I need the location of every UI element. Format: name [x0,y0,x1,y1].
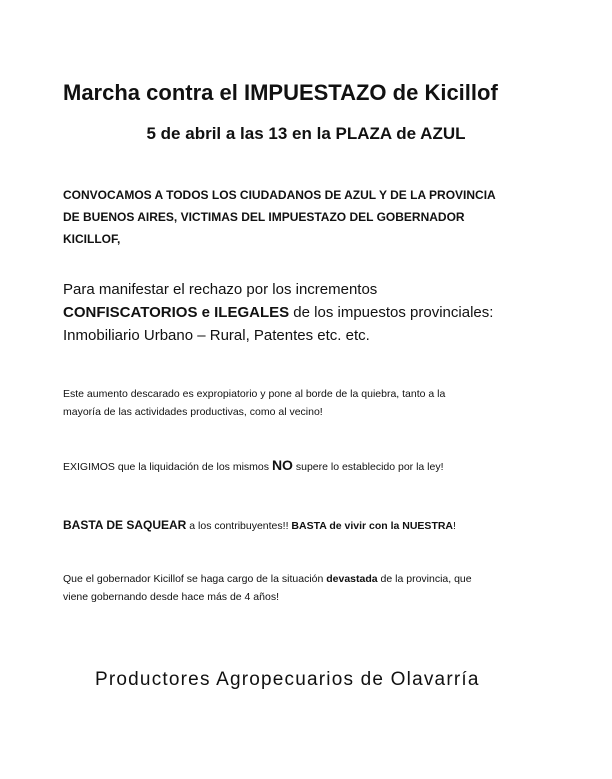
enough-paragraph [63,516,563,535]
increase-paragraph [63,385,563,421]
manifest-text: de los impuestos provinciales: [289,304,494,321]
paragraph-line: viene gobernando desde hace más de 4 años! [63,591,279,603]
bold-text: NO [271,457,293,473]
call-to-action-paragraph [63,184,563,250]
paragraph-line [63,570,563,588]
bold-text: BASTA DE SAQUEAR [63,518,187,532]
paragraph-text: supere lo establecido por la ley! [292,461,444,473]
call-line: KICILLOF, [63,232,121,246]
governor-paragraph [63,570,563,606]
event-date-location: 5 de abril a las 13 en la PLAZA de AZUL [146,124,466,143]
manifest-line: Inmobiliario Urbano – Rural, Patentes etc. etc. [63,327,370,344]
paragraph-text: Que el gobernador Kicillof se haga cargo de la situación [63,573,327,585]
paragraph-text: a los contribuyentes!! [186,520,292,532]
bold-text: devastada [326,573,378,585]
manifest-line: Para manifestar el rechazo por los incrementos [63,281,378,298]
paragraph-line: Este aumento descarado es expropiatorio y pone al borde de la quiebra, tanto a la [63,388,446,400]
demand-paragraph [63,456,563,476]
paragraph-text: ! [453,520,456,532]
bold-text: CONFISCATORIOS e ILEGALES [63,304,290,321]
signature-organization: Productores Agropecuarios de Olavarría [95,669,480,690]
call-line: CONVOCAMOS A TODOS LOS CIUDADANOS DE AZUL Y DE LA PROVINCIA [63,188,496,202]
flyer-title: Marcha contra el IMPUESTAZO de Kicillof [63,80,498,105]
bold-text: BASTA de vivir con la NUESTRA [291,520,454,532]
manifest-paragraph [63,278,563,347]
call-line: DE BUENOS AIRES, VICTIMAS DEL IMPUESTAZO DEL GOBERNADOR [63,210,465,224]
paragraph-text: EXIGIMOS que la liquidación de los mismos [63,461,272,473]
paragraph-line: mayoría de las actividades productivas, como al vecino! [63,406,323,418]
paragraph-text: de la provincia, que [377,573,472,585]
manifest-line [63,301,563,324]
